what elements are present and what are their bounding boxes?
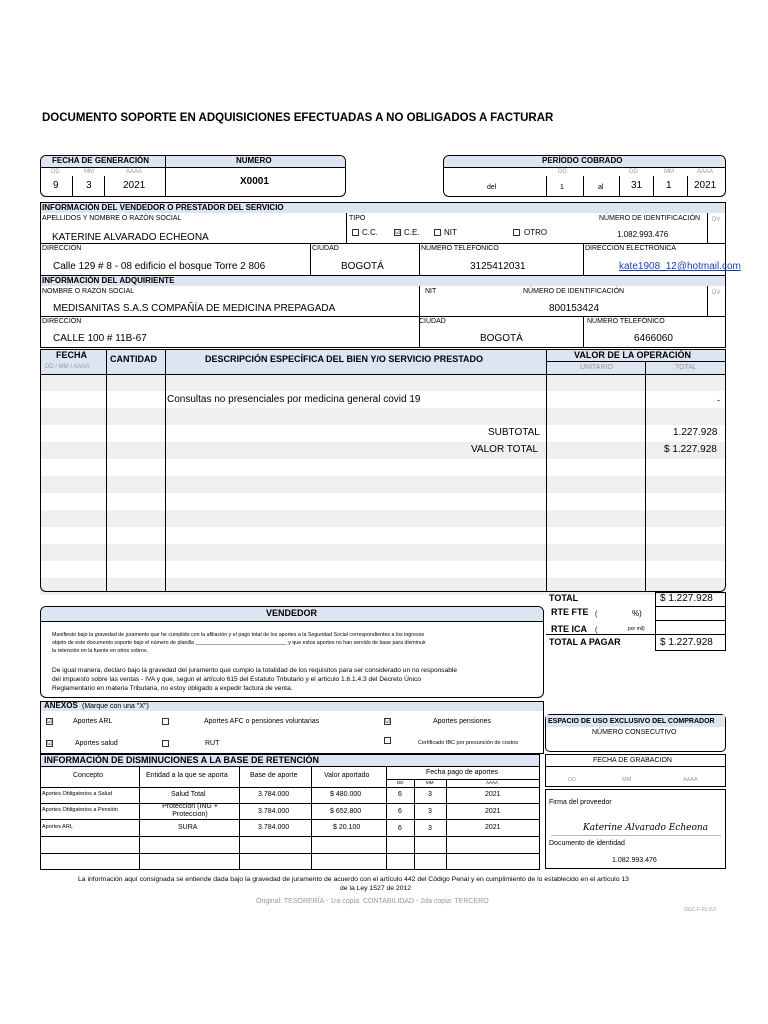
provider-signature: Katerine Alvarado Echeona bbox=[583, 823, 709, 833]
period-mm-label: MM bbox=[664, 169, 674, 175]
items-date-sub: DD / MM / AAAA bbox=[45, 364, 90, 370]
ret-row-aaaa: 2021 bbox=[485, 824, 501, 831]
ret-row-aaaa: 2021 bbox=[485, 808, 501, 815]
ret-row-mm: 3 bbox=[428, 808, 432, 815]
annex-pensiones-checkbox[interactable]: ☑ bbox=[385, 719, 391, 725]
decl-p2-line1: De igual manera, declaro bajo la gravedad del juramento que cumplo la totalidad de los requisitos para ser considerado un no responsable bbox=[52, 667, 458, 674]
pay-label: TOTAL A PAGAR bbox=[549, 637, 621, 647]
ret-row-entity: Proteccion (ING + Proteccion) bbox=[162, 803, 218, 818]
col-aaaa: AAAA bbox=[486, 780, 499, 785]
gen-mm-value: 3 bbox=[86, 180, 92, 191]
ret-row-dd: 6 bbox=[398, 808, 402, 815]
items-table bbox=[40, 349, 726, 592]
grab-date-label: FECHA DE GRABACION bbox=[593, 757, 672, 764]
gen-dd-value: 9 bbox=[53, 180, 59, 191]
ret-row-entity: SURA bbox=[178, 824, 198, 831]
ret-row-mm: 3 bbox=[428, 825, 432, 832]
buyer-name: MEDISANITAS S.A.S COMPAÑÍA DE MEDICINA PREPAGADA bbox=[53, 303, 336, 314]
col-base: Base de aporte bbox=[250, 772, 298, 779]
ret-row-value: $ 480.000 bbox=[330, 791, 362, 798]
annex-arl-checkbox[interactable]: ☑ bbox=[47, 719, 53, 725]
annex-salud-checkbox[interactable]: ☑ bbox=[47, 741, 53, 747]
seller-email-link[interactable]: kate1908_12@hotmail.com bbox=[619, 261, 741, 272]
col-value: Valor aportado bbox=[324, 772, 370, 779]
period-from-dd-label: DD bbox=[558, 169, 567, 175]
seller-id: 1.082.993.476 bbox=[617, 230, 669, 239]
gen-aaaa-label: AAAA bbox=[126, 169, 143, 175]
ret-row-value: $ 652.800 bbox=[330, 808, 362, 815]
items-unit-label: UNITARIO bbox=[580, 364, 613, 371]
pay-value: $ 1.227.928 bbox=[660, 637, 713, 648]
type-ce-label: C.E. bbox=[404, 228, 420, 237]
items-desc-label: DESCRIPCIÓN ESPECÍFICA DEL BIEN Y/O SERVICIO PRESTADO bbox=[205, 354, 484, 364]
buyer-city: BOGOTÁ bbox=[480, 333, 523, 344]
valor-total-label: VALOR TOTAL bbox=[471, 444, 539, 455]
decl-p2-line2: del impuesto sobre las ventas - IVA y que, segun el artículo 615 del Estatuto Tributario y el artículo 1.6.1.4.3 del Decreto Único bbox=[52, 676, 421, 683]
period-to-label: al bbox=[598, 184, 604, 191]
items-total-label: TOTAL bbox=[675, 364, 697, 371]
ret-row-concept: Aportes ARL bbox=[42, 824, 73, 830]
buyer-phone: 6466060 bbox=[634, 333, 673, 344]
buyer-id-label: NÚMERO DE IDENTIFICACIÓN bbox=[523, 288, 625, 295]
seller-dv-label: DV bbox=[712, 217, 721, 223]
consecutive-label: NÚMERO CONSECUTIVO bbox=[592, 729, 677, 736]
document-number: X0001 bbox=[240, 176, 269, 187]
total-value: $ 1.227.928 bbox=[660, 593, 713, 604]
ret-row-value: $ 20.100 bbox=[333, 824, 361, 831]
signature-label: Firma del proveedor bbox=[549, 799, 612, 806]
buyer-use-label: ESPACIO DE USO EXCLUSIVO DEL COMPRADOR bbox=[548, 718, 715, 725]
buyer-city-label: CIUDAD bbox=[419, 318, 446, 325]
buyer-address: CALLE 100 # 11B-67 bbox=[53, 333, 147, 344]
col-entity: Entidad a la que se aporta bbox=[146, 772, 228, 779]
ret-row-concept: Aportes Obligatorios a Pensión bbox=[42, 807, 118, 813]
seller-email-label: DIRECCIÓN ELECTRÓNICA bbox=[585, 245, 677, 252]
ret-row-dd: 6 bbox=[398, 791, 402, 798]
ret-row-concept: Aportes Obligatorios a Salud bbox=[42, 791, 113, 797]
col-concept: Concepto bbox=[73, 772, 103, 779]
seller-city-label: CIUDAD bbox=[312, 245, 339, 252]
identity-doc-label: Documento de identidad bbox=[549, 840, 625, 847]
buyer-phone-label: NÚMERO TELEFÓNICO bbox=[587, 318, 665, 325]
ret-row-aaaa: 2021 bbox=[485, 791, 501, 798]
decl-p2-line3: Reglamentario en materia Tributaria, no estoy obligado a expedir factura de venta. bbox=[52, 685, 293, 692]
grab-mm-label: MM bbox=[622, 777, 632, 783]
identity-doc-value: 1.082.993.476 bbox=[612, 857, 657, 864]
period-to-mm: 1 bbox=[666, 180, 672, 191]
footer-code: OGC-F-01.V.0 bbox=[684, 907, 716, 913]
seller-address: Calle 129 # 8 - 08 edificio el bosque Torre 2 806 bbox=[53, 261, 266, 272]
subtotal-value: 1.227.928 bbox=[673, 427, 718, 438]
items-value-label: VALOR DE LA OPERACIÓN bbox=[574, 350, 692, 360]
decl-p1-line1: Manifiesto bajo la gravedad de juramento que he cumplido con la afiliación y el pago total de los aportes a la Seguridad Social correspondientes a los ingresos bbox=[52, 632, 425, 638]
type-cc-checkbox[interactable] bbox=[352, 229, 359, 236]
footer-copies: Original: TESORERÍA - 1ra copia: CONTABILIDAD - 2da copia: TERCERO bbox=[256, 898, 489, 905]
decl-p1-line3: la retención en la fuente en otros cobros. bbox=[52, 648, 148, 654]
annex-pensiones-label: Aportes pensiones bbox=[433, 718, 491, 725]
ret-row-base: 3.784.000 bbox=[258, 808, 290, 815]
grab-dd-label: DD bbox=[568, 777, 576, 783]
annexes-hint: (Marque con una "X") bbox=[82, 703, 149, 710]
col-dd: DD bbox=[397, 780, 404, 785]
buyer-name-label: NOMBRE O RAZÓN SOCIAL bbox=[42, 288, 135, 295]
seller-city: BOGOTÁ bbox=[341, 261, 384, 272]
rtefte-close: %) bbox=[632, 609, 642, 618]
gen-dd-label: DD bbox=[51, 169, 60, 175]
period-from-label: del bbox=[487, 184, 497, 191]
col-mm: MM bbox=[426, 780, 434, 785]
type-cc-label: C.C. bbox=[362, 228, 378, 237]
items-qty-label: CANTIDAD bbox=[110, 354, 157, 364]
seller-phone-label: NÚMERO TELEFÓNICO bbox=[421, 245, 499, 252]
item-row-total: - bbox=[717, 395, 720, 405]
footer-legal-line1: La información aquí consignada se entiende dada bajo la gravedad de juramento de acuerdo con el artículo 442 del Código Penal y en cumplimiento de lo establecido en el artículo 13 bbox=[78, 876, 629, 883]
number-label: NUMERO bbox=[236, 156, 272, 165]
grab-aaaa-label: AAAA bbox=[683, 777, 698, 783]
ret-row-mm: 3 bbox=[428, 791, 432, 798]
item-description: Consultas no presenciales por medicina general covid 19 bbox=[167, 394, 421, 405]
annex-arl-label: Aportes ARL bbox=[73, 718, 113, 725]
type-otro-label: OTRO bbox=[524, 228, 548, 237]
footer-legal-line2: de la Ley 1527 de 2012 bbox=[340, 885, 412, 892]
annex-salud-label: Aportes salud bbox=[75, 740, 118, 747]
annex-afc-checkbox[interactable] bbox=[162, 718, 169, 725]
annex-rut-checkbox[interactable] bbox=[162, 740, 169, 747]
vendor-label: VENDEDOR bbox=[266, 608, 318, 618]
rteica-unit: por mil) bbox=[628, 626, 645, 632]
seller-id-label: NÚMERO DE IDENTIFICACIÓN bbox=[599, 215, 701, 222]
period-from-mm: 1 bbox=[560, 184, 564, 191]
type-ce-checkbox[interactable]: ☑ bbox=[395, 230, 401, 236]
period-label: PERÍODO COBRADO bbox=[542, 156, 623, 165]
ret-row-base: 3.784.000 bbox=[258, 791, 290, 798]
period-to-aaaa: 2021 bbox=[694, 180, 717, 191]
annex-ibc-checkbox[interactable] bbox=[384, 737, 391, 744]
seller-phone: 3125412031 bbox=[470, 261, 526, 272]
period-aaaa-label: AAAA bbox=[697, 169, 714, 175]
annex-afc-label: Aportes AFC o pensiones voluntarias bbox=[204, 718, 320, 725]
buyer-dv-label: DV bbox=[712, 290, 721, 296]
valor-total-value: $ 1.227.928 bbox=[664, 444, 717, 455]
ret-row-base: 3.784.000 bbox=[258, 824, 290, 831]
subtotal-label: SUBTOTAL bbox=[488, 427, 540, 438]
buyer-section-label: INFORMACIÓN DEL ADQUIRIENTE bbox=[42, 276, 175, 285]
items-date-label: FECHA bbox=[56, 350, 87, 360]
col-date: Fecha pago de aportes bbox=[426, 769, 498, 776]
period-to-dd-label: DD bbox=[629, 169, 638, 175]
annex-rut-label: RUT bbox=[205, 740, 220, 747]
buyer-id: 800153424 bbox=[549, 303, 600, 314]
seller-address-label: DIRECCIÓN bbox=[42, 245, 82, 252]
retention-label: INFORMACIÓN DE DISMINUCIONES A LA BASE DE RETENCIÓN bbox=[44, 755, 320, 765]
buyer-nit-label: NIT bbox=[425, 288, 437, 295]
ret-row-dd: 6 bbox=[398, 825, 402, 832]
type-otro-checkbox[interactable] bbox=[513, 229, 520, 236]
type-nit-checkbox[interactable] bbox=[434, 229, 441, 236]
annexes-label: ANEXOS bbox=[44, 701, 78, 710]
rteica-label: RTE ICA bbox=[551, 624, 587, 634]
page-title: DOCUMENTO SOPORTE EN ADQUISICIONES EFECTUADAS A NO OBLIGADOS A FACTURAR bbox=[42, 112, 554, 124]
rtefte-label: RTE FTE bbox=[551, 607, 589, 617]
seller-name: KATERINE ALVARADO ECHEONA bbox=[52, 232, 209, 243]
rtefte-open: ( bbox=[595, 611, 598, 618]
seller-section-label: INFORMACIÓN DEL VENDEDOR O PRESTADOR DEL SERVICIO bbox=[42, 203, 284, 212]
gen-mm-label: MM bbox=[84, 169, 94, 175]
gen-aaaa-value: 2021 bbox=[123, 180, 146, 191]
seller-type-label: TIPO bbox=[349, 215, 366, 222]
seller-name-label: APELLIDOS Y NOMBRE O RAZÓN SOCIAL bbox=[42, 215, 182, 222]
rteica-open: ( bbox=[595, 627, 598, 634]
buyer-address-label: DIRECCIÓN bbox=[42, 318, 82, 325]
annex-ibc-label: Certificado IBC por presunción de costos bbox=[418, 740, 518, 746]
decl-p1-line2: objeto de este documento soporte bajo el número de planilla _______________________________ y que estos aportes no han servido de base para disminuir bbox=[52, 640, 426, 646]
total-label: TOTAL bbox=[549, 593, 579, 603]
type-nit-label: NIT bbox=[444, 228, 457, 237]
ret-row-entity: Salud Total bbox=[171, 791, 206, 798]
generation-date-label: FECHA DE GENERACIÓN bbox=[52, 156, 150, 165]
period-to-dd: 31 bbox=[631, 180, 643, 191]
